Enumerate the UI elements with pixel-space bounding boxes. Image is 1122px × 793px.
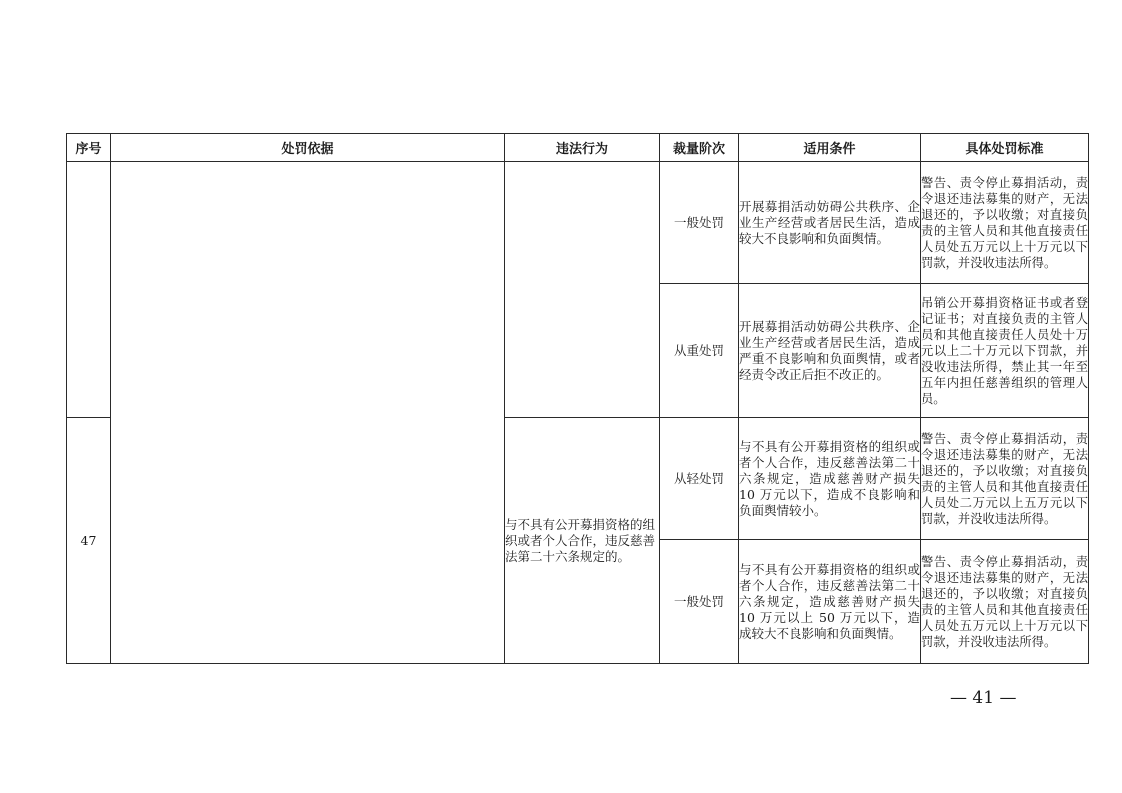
header-tier: 裁量阶次 bbox=[660, 134, 739, 162]
page-number: — 41 — bbox=[950, 688, 1017, 708]
behavior-cell-47: 与不具有公开募捐资格的组织或者个人合作，违反慈善法第二十六条规定的。 bbox=[505, 418, 660, 664]
behavior-cell-prev bbox=[505, 162, 660, 418]
seq-cell-prev bbox=[67, 162, 111, 418]
tier-cell: 从重处罚 bbox=[660, 284, 739, 418]
condition-cell: 与不具有公开募捐资格的组织或者个人合作，违反慈善法第二十六条规定，造成慈善财产损失 10 万元以上 50 万元以下，造成较大不良影响和负面舆情。 bbox=[739, 540, 921, 664]
condition-cell: 开展募捐活动妨碍公共秩序、企业生产经营或者居民生活，造成严重不良影响和负面舆情，或者经责令改正后拒不改正的。 bbox=[739, 284, 921, 418]
basis-cell bbox=[111, 162, 505, 664]
penalty-table bbox=[66, 133, 1089, 664]
condition-cell: 与不具有公开募捐资格的组织或者个人合作，违反慈善法第二十六条规定，造成慈善财产损失 10 万元以下，造成不良影响和负面舆情较小。 bbox=[739, 418, 921, 540]
header-condition: 适用条件 bbox=[739, 134, 921, 162]
header-basis: 处罚依据 bbox=[111, 134, 505, 162]
table-header-row bbox=[67, 134, 1089, 162]
standard-cell: 吊销公开募捐资格证书或者登记证书；对直接负责的主管人员和其他直接责任人员处十万元以上二十万元以下罚款，并没收违法所得，禁止其一年至五年内担任慈善组织的管理人员。 bbox=[921, 284, 1089, 418]
tier-cell: 一般处罚 bbox=[660, 162, 739, 284]
condition-cell: 开展募捐活动妨碍公共秩序、企业生产经营或者居民生活，造成较大不良影响和负面舆情。 bbox=[739, 162, 921, 284]
table-row bbox=[67, 162, 1089, 284]
tier-cell: 从轻处罚 bbox=[660, 418, 739, 540]
standard-cell: 警告、责令停止募捐活动，责令退还违法募集的财产，无法退还的，予以收缴；对直接负责的主管人员和其他直接责任人员处五万元以上十万元以下罚款，并没收违法所得。 bbox=[921, 540, 1089, 664]
standard-cell: 警告、责令停止募捐活动，责令退还违法募集的财产，无法退还的，予以收缴；对直接负责的主管人员和其他直接责任人员处二万元以上五万元以下罚款，并没收违法所得。 bbox=[921, 418, 1089, 540]
header-standard: 具体处罚标准 bbox=[921, 134, 1089, 162]
header-seq: 序号 bbox=[67, 134, 111, 162]
tier-cell: 一般处罚 bbox=[660, 540, 739, 664]
header-behavior: 违法行为 bbox=[505, 134, 660, 162]
seq-cell-47: 47 bbox=[67, 418, 111, 664]
standard-cell: 警告、责令停止募捐活动，责令退还违法募集的财产，无法退还的，予以收缴；对直接负责的主管人员和其他直接责任人员处五万元以上十万元以下罚款，并没收违法所得。 bbox=[921, 162, 1089, 284]
